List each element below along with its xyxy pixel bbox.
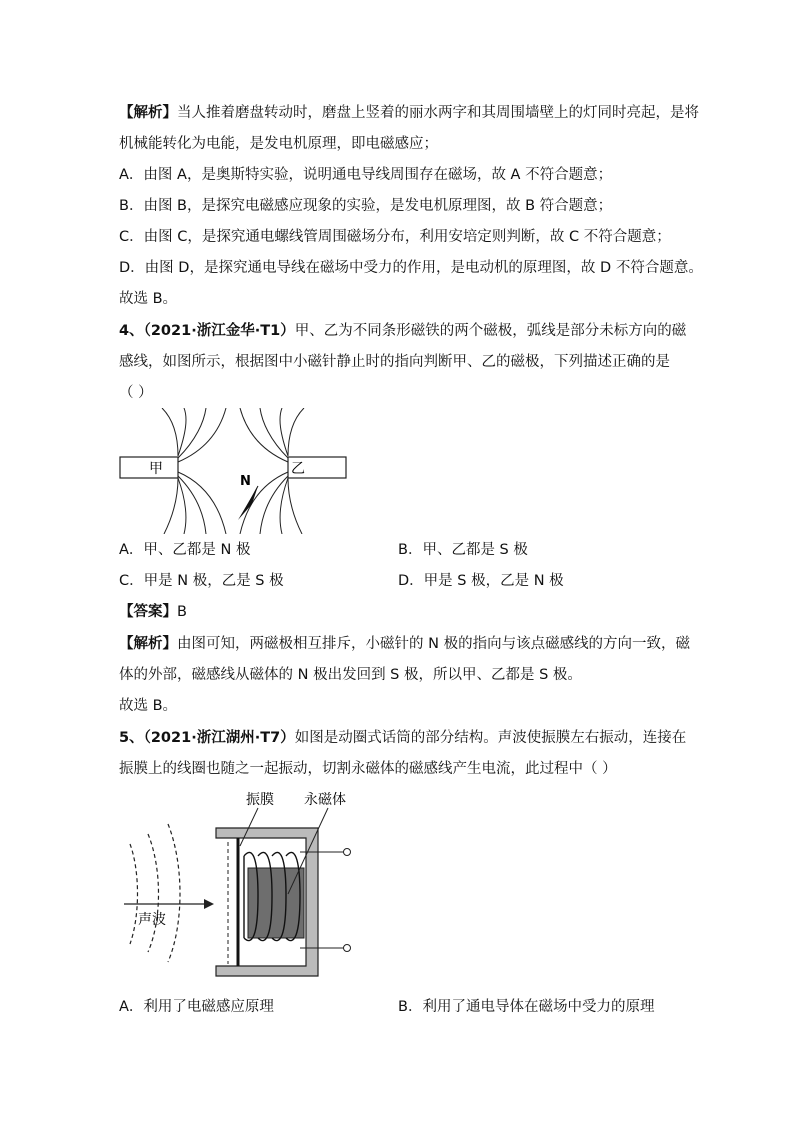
q4-option-d: D．甲是 S 极，乙是 N 极 [398,573,564,589]
q4-analysis-line-1: 【解析】由图可知，两磁极相互排斥，小磁针的 N 极的指向与该点磁感线的方向一致，磁 [119,636,691,652]
q3-option-c: C．由图 C，是探究通电螺线管周围磁场分布，利用安培定则判断，故 C 不符合题意； [119,229,671,245]
q4-source: （2021·浙江金华·T1） [143,323,295,339]
q5-option-a: A．利用了电磁感应原理 [119,999,274,1015]
q4-number: 4、 [119,323,144,339]
q3-option-b: B．由图 B，是探究电磁感应现象的实验，是发电机原理图，故 B 符合题意； [119,198,613,214]
q4-analysis-line-2: 体的外部，磁感线从磁体的 N 极出发回到 S 极，所以甲、乙都是 S 极。 [119,667,582,683]
q5-stem-line-2: 振膜上的线圈也随之一起振动，切割永磁体的磁感线产生电流，此过程中（ ） [119,761,617,777]
magnet-label: 永磁体 [304,792,346,808]
q5-stem-line-1: 5、（2021·浙江湖州·T7）如图是动圈式话筒的部分结构。声波使振膜左右振动，连接在 [119,730,687,746]
q5-source: （2021·浙江湖州·T7） [143,730,295,746]
q4-stem-line-2: 感线，如图所示，根据图中小磁针静止时的指向判断甲、乙的磁极，下列描述正确的是 [119,354,670,370]
q5-option-b: B．利用了通电导体在磁场中受力的原理 [398,999,655,1015]
q4-stem-line-3: （ ） [119,385,153,401]
diaphragm-label: 振膜 [246,792,274,808]
q4-analysis-tag: 【解析】 [119,636,177,652]
q4-option-c: C．甲是 N 极，乙是 S 极 [119,573,284,589]
microphone-figure [118,786,378,986]
q4-option-a: A．甲、乙都是 N 极 [119,542,251,558]
q4-answer-tag: 【答案】 [119,604,177,620]
q4-answer: 【答案】B [119,604,187,620]
magnet-field-figure [116,408,352,534]
right-magnet-label: 乙 [291,461,305,477]
q4-option-b: B．甲、乙都是 S 极 [398,542,528,558]
q3-analysis-line-2: 机械能转化为电能，是发电机原理，即电磁感应； [119,136,438,152]
left-magnet-label: 甲 [149,461,163,477]
needle-n-label: N [240,474,251,489]
q3-analysis-tag: 【解析】 [119,105,177,121]
q3-option-a: A．由图 A，是奥斯特实验，说明通电导线周围存在磁场，故 A 不符合题意； [119,167,613,183]
q5-number: 5、 [119,730,144,746]
sound-wave-label: 声波 [138,912,166,928]
q4-conclusion: 故选 B。 [119,698,178,714]
sound-waves [130,824,180,962]
terminal-bottom [344,945,351,952]
q3-conclusion: 故选 B。 [119,291,178,307]
q4-stem-line-1: 4、（2021·浙江金华·T1）甲、乙为不同条形磁铁的两个磁极，弧线是部分未标方向的磁 [119,323,687,339]
q3-option-d: D．由图 D，是探究通电导线在磁场中受力的作用，是电动机的原理图，故 D 不符合题意。 [119,260,703,276]
terminal-top [344,849,351,856]
compass-needle [238,486,258,520]
q3-analysis-line-1: 【解析】当人推着磨盘转动时，磨盘上竖着的丽水两字和其周围墙壁上的灯同时亮起，是将 [119,105,699,121]
